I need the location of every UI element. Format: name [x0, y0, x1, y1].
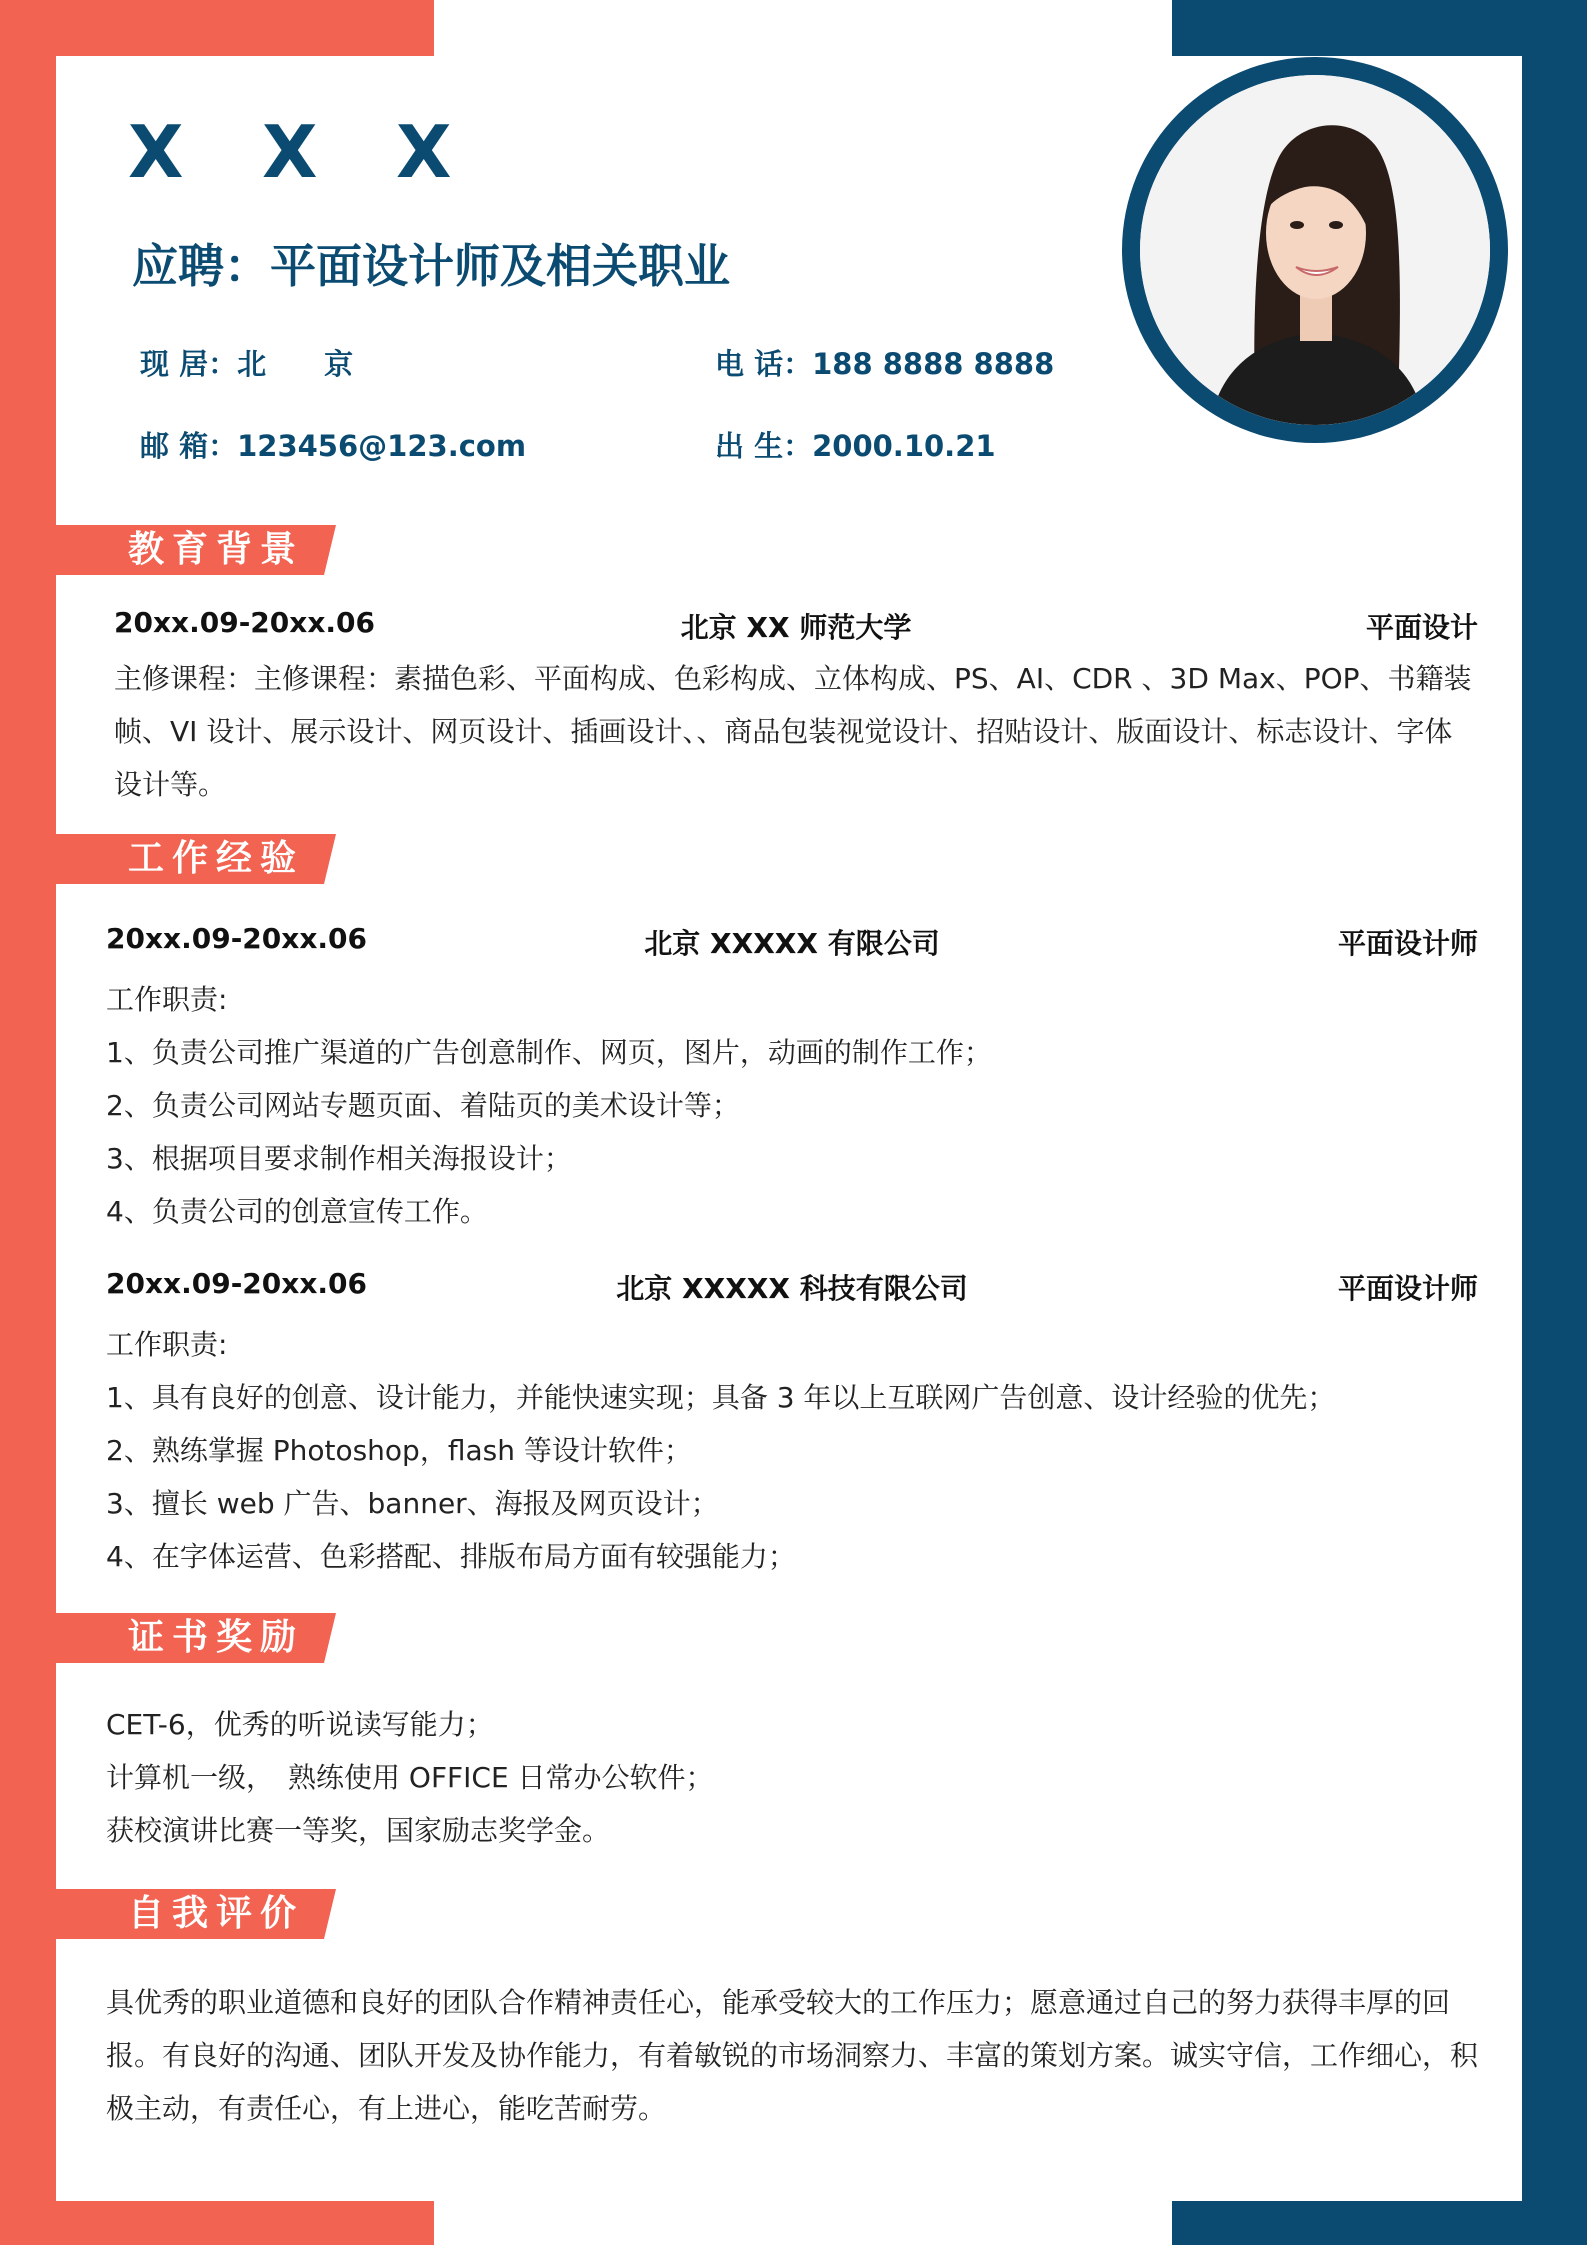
- section-header-education: [56, 525, 336, 575]
- section-title: 教育背景: [128, 529, 305, 570]
- education-row: [114, 606, 1478, 648]
- candidate-name: [128, 110, 530, 194]
- name-char: X: [128, 110, 186, 194]
- job-position: 平面设计师: [1337, 927, 1478, 960]
- duty-item: 1、负责公司推广渠道的广告创意制作、网页，图片，动画的制作工作；: [106, 1036, 992, 1069]
- education-major: 平面设计: [1365, 611, 1478, 644]
- education-school: 北京 XX 师范大学: [680, 611, 912, 644]
- phone-info: 电 话：188 8888 8888: [715, 347, 1055, 381]
- education-period: 20xx.09-20xx.06: [114, 606, 375, 639]
- frame-bottom-right-bar: [1172, 2201, 1587, 2245]
- certificate-item: 计算机一级， 熟练使用 OFFICE 日常办公软件；: [106, 1761, 714, 1794]
- duty-item: 1、具有良好的创意、设计能力，并能快速实现；具备 3 年以上互联网广告创意、设计经验的优先；: [106, 1381, 1336, 1414]
- section-title: 证书奖励: [128, 1617, 305, 1658]
- duty-item: 3、根据项目要求制作相关海报设计；: [106, 1142, 572, 1175]
- duty-item: 2、熟练掌握 Photoshop，flash 等设计软件；: [106, 1434, 692, 1467]
- name-char: X: [262, 110, 320, 194]
- job-period: 20xx.09-20xx.06: [106, 922, 367, 955]
- job-company: 北京 XXXXX 有限公司: [644, 927, 940, 960]
- job-company: 北京 XXXXX 科技有限公司: [616, 1272, 968, 1305]
- duty-item: 2、负责公司网站专题页面、着陆页的美术设计等；: [106, 1089, 740, 1122]
- avatar: [1140, 75, 1490, 425]
- portrait-illustration: [1140, 75, 1490, 425]
- frame-bottom-left-bar: [0, 2201, 434, 2245]
- job-row: [106, 922, 1478, 964]
- certificate-item: CET-6，优秀的听说读写能力；: [106, 1708, 494, 1741]
- duty-item: 4、在字体运营、色彩搭配、排版布局方面有较强能力；: [106, 1540, 796, 1573]
- section-title: 自我评价: [128, 1893, 305, 1934]
- residence-info: 现 居：北 京: [140, 347, 354, 381]
- section-header-work: [56, 834, 336, 884]
- job-title: 应聘：平面设计师及相关职业: [132, 239, 730, 293]
- frame-left-bar: [0, 0, 56, 2245]
- frame-right-bar: [1522, 0, 1587, 2245]
- frame-top-left-bar: [0, 0, 434, 56]
- job-row: [106, 1267, 1478, 1309]
- section-title: 工作经验: [128, 838, 305, 879]
- duty-item: 3、擅长 web 广告、banner、海报及网页设计；: [106, 1487, 719, 1520]
- section-header-self-eval: [56, 1889, 336, 1939]
- duties-label: 工作职责:: [106, 983, 228, 1016]
- education-courses: 主修课程：主修课程：素描色彩、平面构成、色彩构成、立体构成、PS、AI、CDR 、3D Max、POP、书籍装帧、VI 设计、展示设计、网页设计、插画设计、、商品包装视觉设计、招贴设计、版面设计、标志设计、字体设计等。: [114, 662, 1472, 801]
- birth-info: 出 生：2000.10.21: [715, 429, 996, 463]
- email-info: 邮 箱：123456@123.com: [140, 429, 527, 463]
- job-period: 20xx.09-20xx.06: [106, 1267, 367, 1300]
- section-header-certificates: [56, 1613, 336, 1663]
- job-position: 平面设计师: [1337, 1272, 1478, 1305]
- duties-label: 工作职责:: [106, 1328, 228, 1361]
- self-eval-text: 具优秀的职业道德和良好的团队合作精神责任心，能承受较大的工作压力；愿意通过自己的努力获得丰厚的回报。有良好的沟通、团队开发及协作能力，有着敏锐的市场洞察力、丰富的策划方案。诚实守信，工作细心，积极主动，有责任心，有上进心，能吃苦耐劳。: [106, 1986, 1479, 2125]
- duty-item: 4、负责公司的创意宣传工作。: [106, 1195, 488, 1228]
- certificate-item: 获校演讲比赛一等奖，国家励志奖学金。: [106, 1814, 611, 1847]
- name-char: X: [396, 110, 454, 194]
